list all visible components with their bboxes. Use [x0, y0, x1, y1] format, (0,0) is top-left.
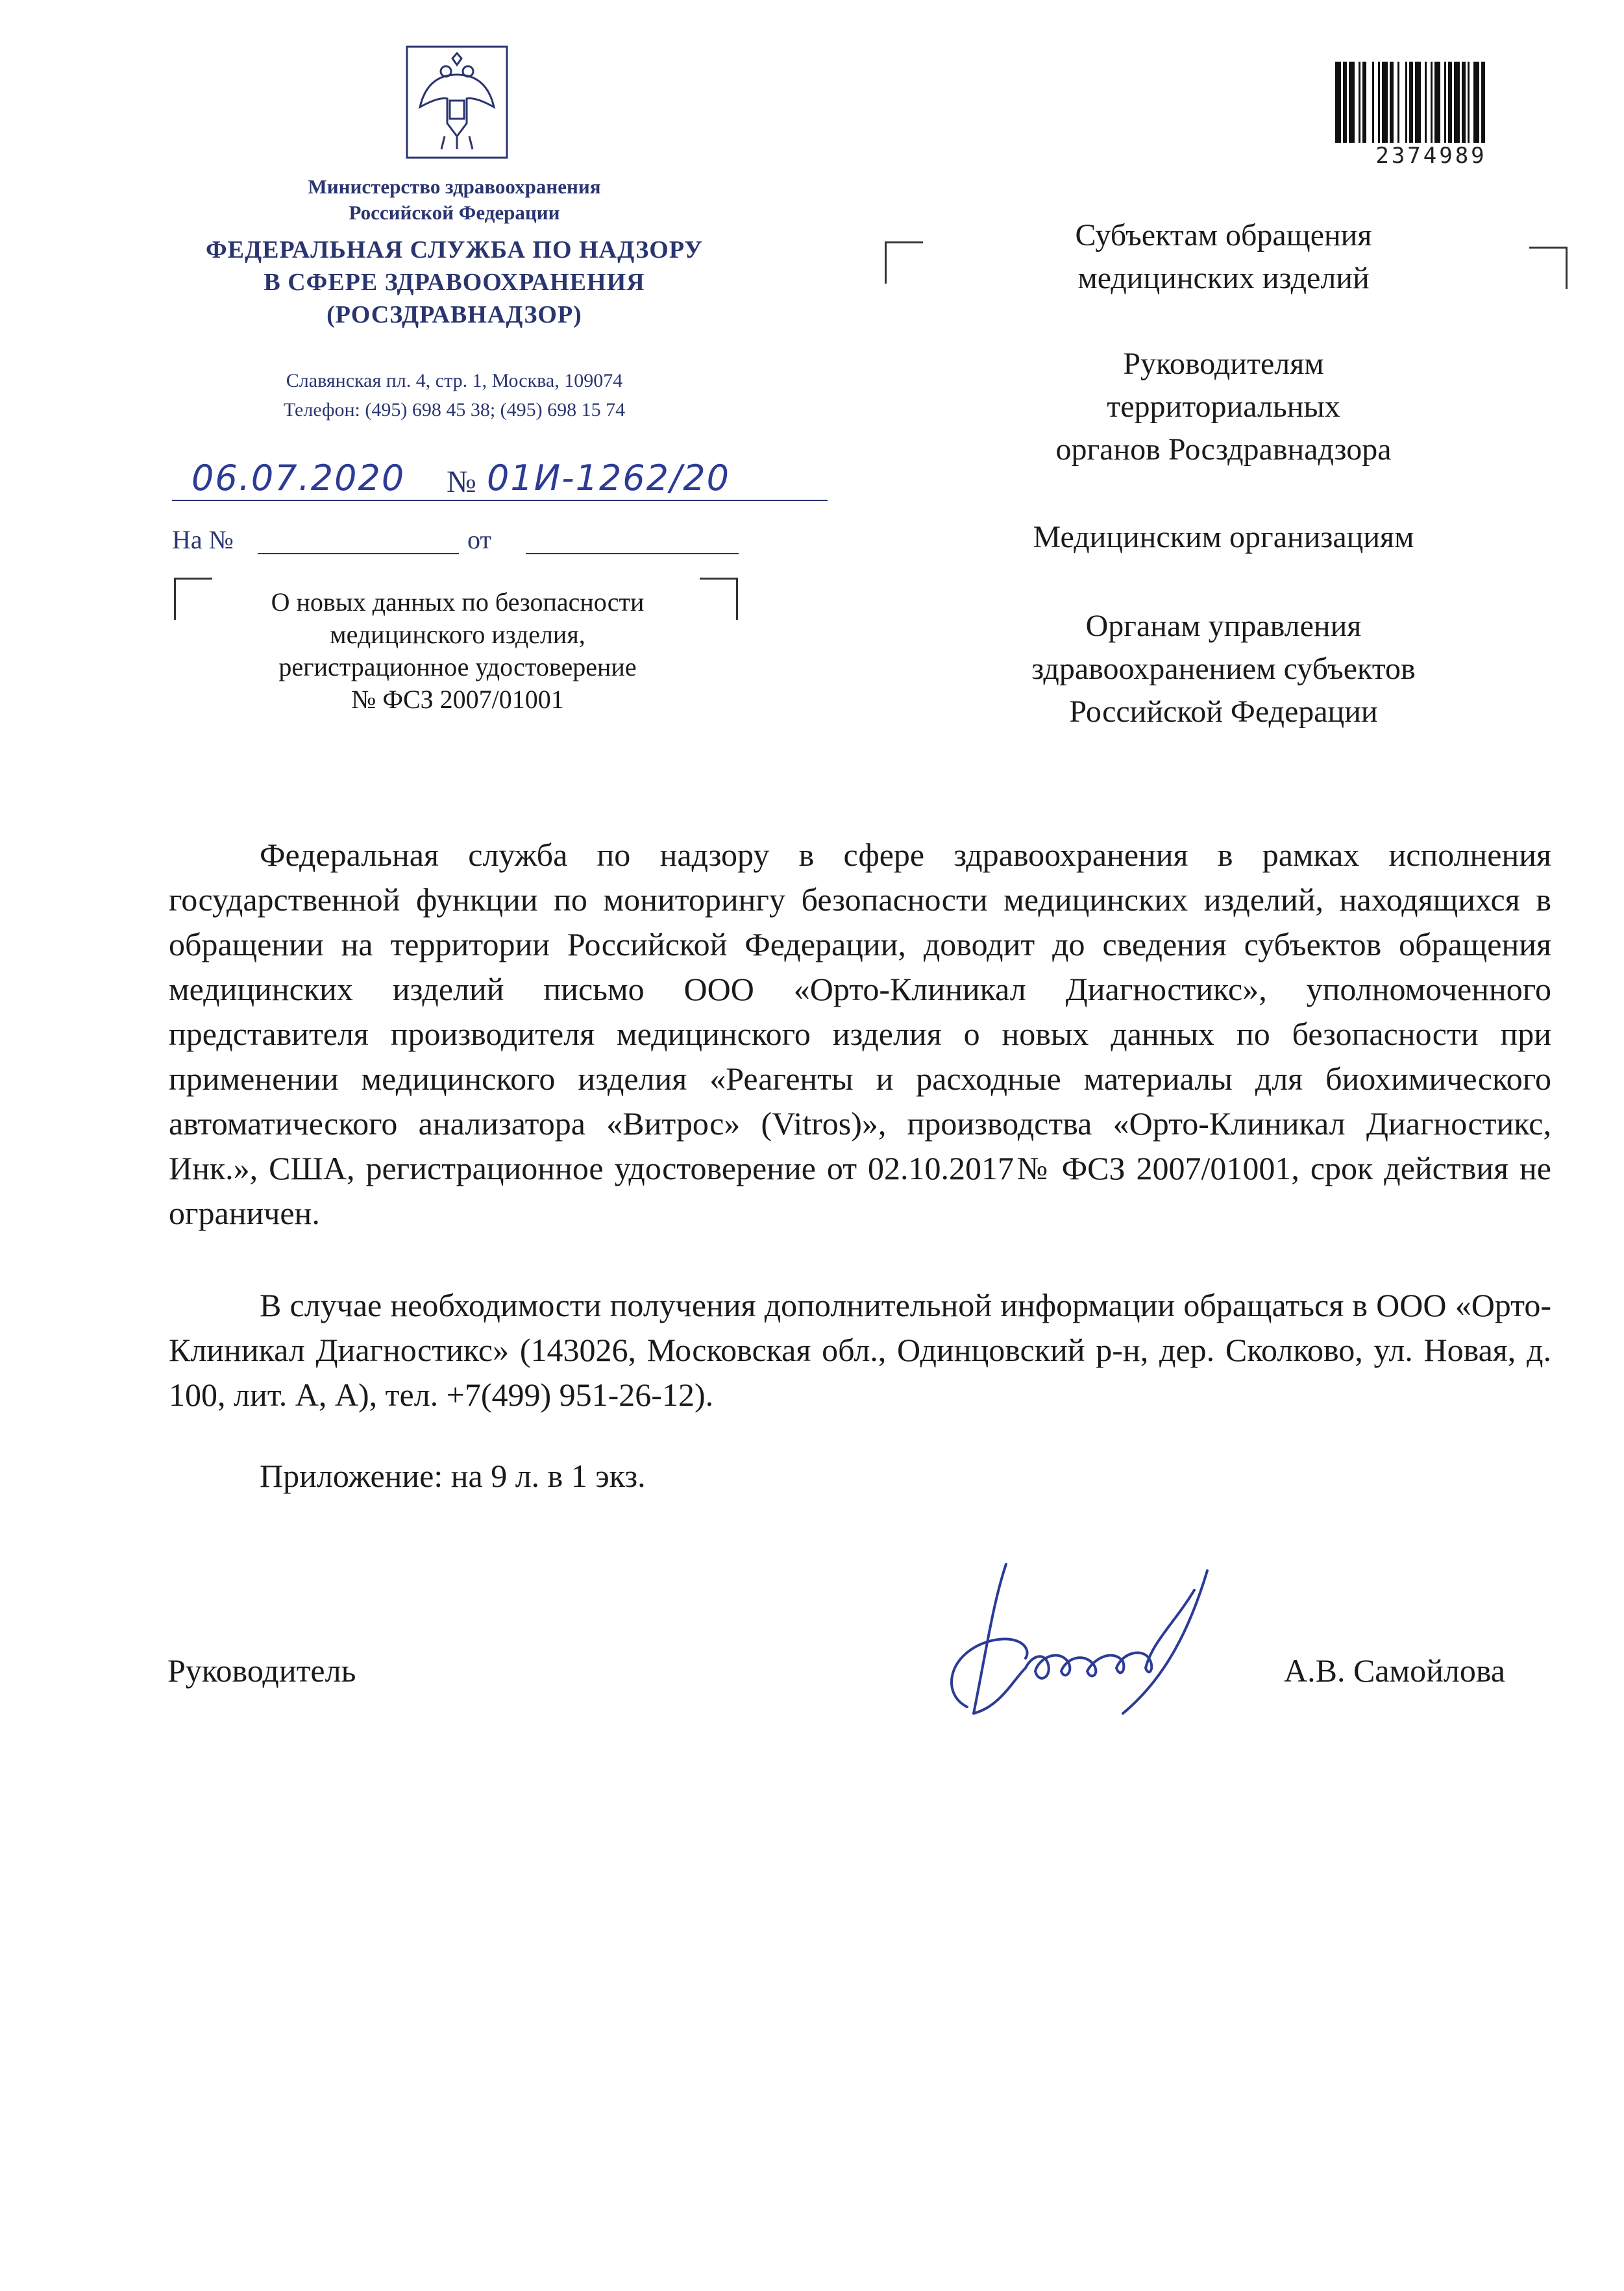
handwritten-signature [928, 1545, 1266, 1739]
barcode-bar-21 [1473, 62, 1479, 143]
barcode-bar-5 [1372, 62, 1374, 143]
barcode-bar-20 [1468, 62, 1470, 143]
addressee-2: Руководителям территориальных органов Росздравнадзора [1055, 347, 1392, 467]
barcode-bar-18 [1454, 62, 1460, 143]
registration-underline [172, 500, 828, 501]
body-paragraph-2: В случае необходимости получения дополнительной информации обращаться в ООО «Орто-Клиникал Диагностикс» (143026, Московская обл., Одинцовский р-н, дер. Сколково, ул. Новая, д. 100, лит. А, А), тел. +7(499) 951-26-12). [169, 1287, 1551, 1413]
barcode-bar-6 [1378, 62, 1380, 143]
barcode-bar-17 [1448, 62, 1452, 143]
reference-from-label: от [467, 525, 491, 554]
barcode-bar-8 [1390, 62, 1394, 143]
barcode-bar-14 [1431, 62, 1433, 143]
barcode-bar-4 [1362, 62, 1366, 143]
document-date: 06.07.2020 [191, 458, 406, 498]
addressee-4: Органам управления здравоохранением субъектов Российской Федерации [1031, 609, 1416, 729]
reference-number-line [258, 553, 459, 554]
coat-of-arms-emblem [406, 45, 508, 159]
addressee-1: Субъектам обращения медицинских изделий [1075, 218, 1372, 295]
body-paragraph-1: Федеральная служба по надзору в сфере здравоохранения в рамках исполнения государственной функции по мониторингу безопасности медицинских изделий, находящихся в обращении на территории Российской Федерации, доводит до сведения субъектов обращения медицинских изделий письмо ООО «Орто-Клиникал Диагностикс», уполномоченного представителя производителя медицинского изделия о новых данных по безопасности при применении медицинского изделия «Реагенты и расходные материалы для биохимического автоматического анализатора «Витрос» (Vitros)», производства «Орто-Клиникал Диагностикс, Инк.», США, регистрационное удостоверение от 02.10.2017№ ФСЗ 2007/01001, срок действия не ограничен. [169, 837, 1551, 1231]
barcode-bar-13 [1425, 62, 1427, 143]
barcode-bar-1 [1343, 62, 1347, 143]
service-phone: Телефон: (495) 698 45 38; (495) 698 15 74 [283, 399, 626, 421]
barcode-bar-2 [1349, 62, 1355, 143]
service-address: Славянская пл. 4, стр. 1, Москва, 109074 [286, 370, 623, 391]
number-sign: № [447, 465, 476, 499]
barcode-bar-22 [1481, 62, 1485, 143]
barcode-bar-9 [1397, 62, 1399, 143]
reference-date-line [526, 553, 739, 554]
barcode-bar-7 [1382, 62, 1388, 143]
barcode-bar-3 [1359, 62, 1360, 143]
barcode [1334, 62, 1529, 143]
ministry-name: Министерство здравоохранения Российской Федерации [308, 175, 601, 224]
barcode-bar-19 [1462, 62, 1466, 143]
barcode-bar-0 [1335, 62, 1341, 143]
service-name: ФЕДЕРАЛЬНАЯ СЛУЖБА ПО НАДЗОРУ В СФЕРЕ ЗДРАВООХРАНЕНИЯ (РОСЗДРАВНАДЗОР) [206, 236, 703, 328]
addressee-3: Медицинским организациям [1033, 520, 1414, 554]
barcode-bar-15 [1434, 62, 1440, 143]
barcode-bar-10 [1405, 62, 1407, 143]
addressee-bracket-left [885, 241, 923, 284]
letter-subject: О новых данных по безопасности медицинского изделия, регистрационное удостоверение № ФСЗ 2007/01001 [271, 587, 645, 714]
reference-number-label: На № [172, 525, 234, 554]
barcode-bar-12 [1415, 62, 1421, 143]
document-number: 01И-1262/20 [487, 458, 730, 498]
signer-name: А.В. Самойлова [1284, 1652, 1505, 1689]
barcode-bar-11 [1409, 62, 1413, 143]
attachment-note: Приложение: на 9 л. в 1 экз. [260, 1458, 646, 1494]
barcode-number: 2374989 [1375, 143, 1487, 169]
barcode-bar-16 [1444, 62, 1446, 143]
addressee-bracket-right [1529, 247, 1568, 289]
signer-position: Руководитель [167, 1652, 356, 1689]
